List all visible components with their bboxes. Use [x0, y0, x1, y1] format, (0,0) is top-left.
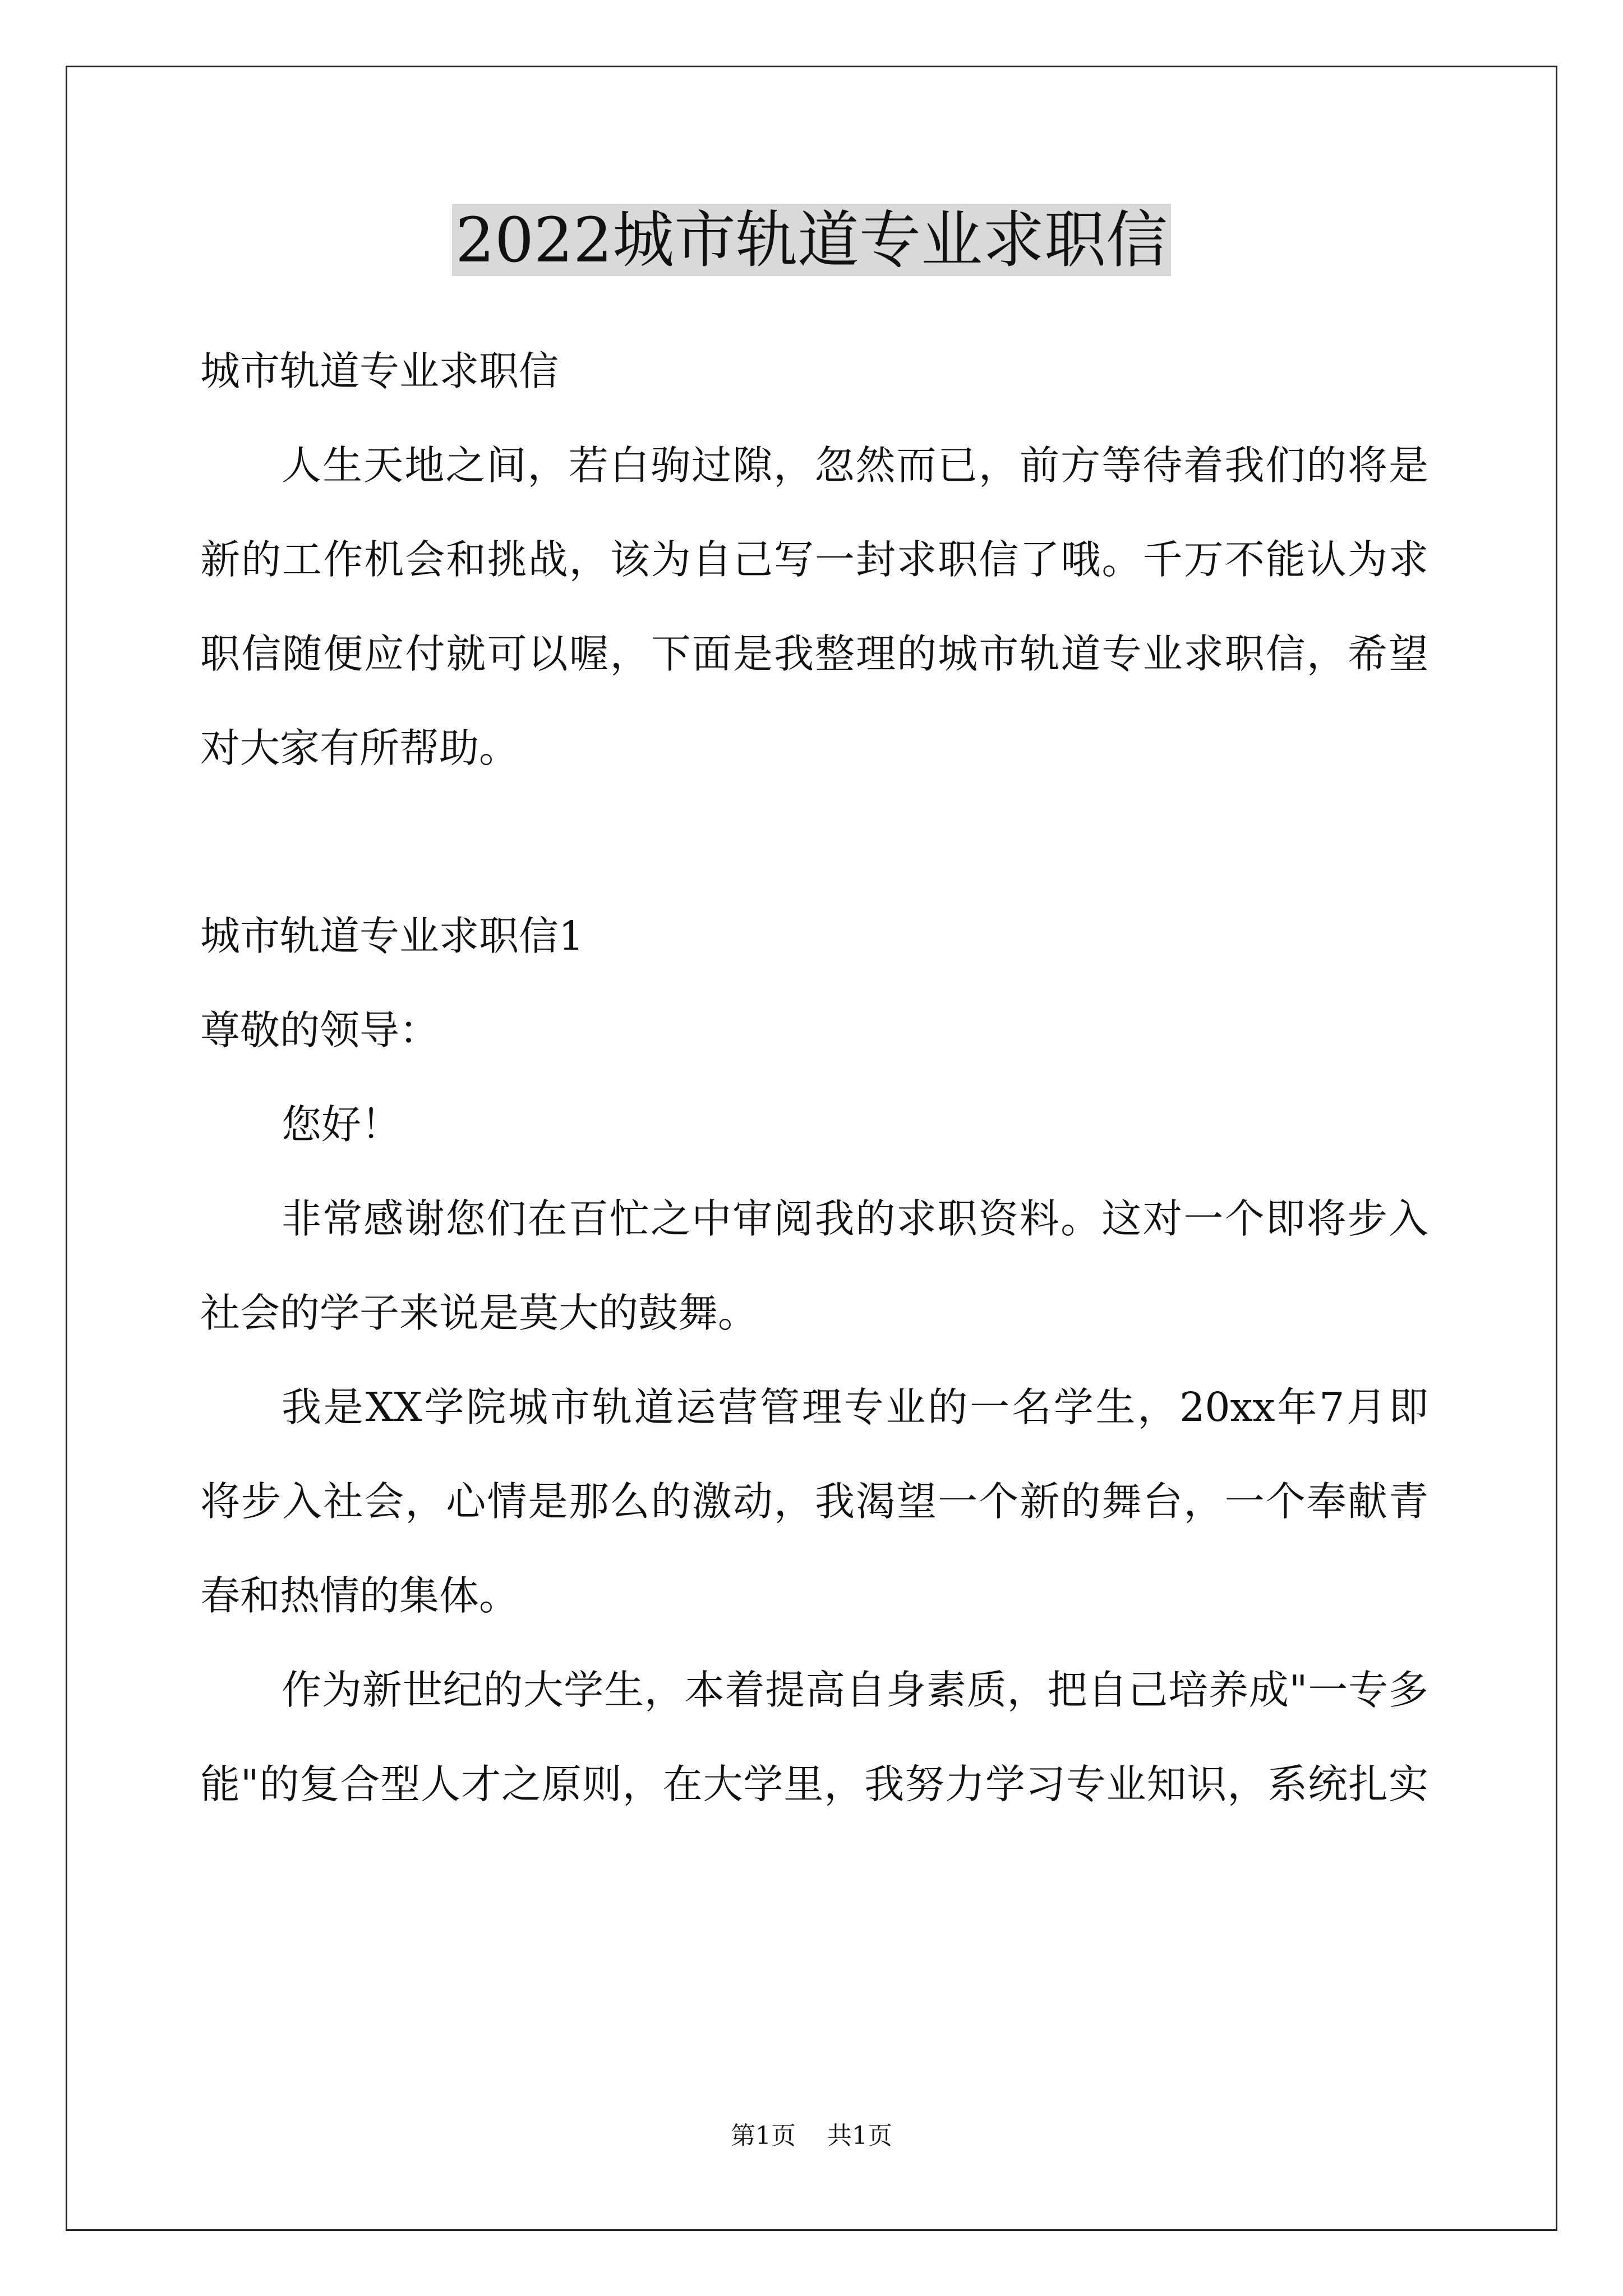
paragraph-line: 将步入社会，心情是那么的激动，我渴望一个新的舞台，一个奉献青 — [200, 1478, 1428, 1525]
page-total: 共1页 — [827, 2122, 892, 2150]
paragraph-line: 作为新世纪的大学生，本着提高自身素质，把自己培养成"一专多 — [282, 1667, 1428, 1713]
greeting: 您好！ — [282, 1101, 402, 1148]
paragraph-line: 非常感谢您们在百忙之中审阅我的求职资料。这对一个即将步入 — [282, 1195, 1428, 1242]
paragraph-line: 社会的学子来说是莫大的鼓舞。 — [200, 1290, 758, 1336]
section-heading: 城市轨道专业求职信 — [200, 348, 559, 394]
paragraph-line: 能"的复合型人才之原则，在大学里，我努力学习专业知识，系统扎实 — [200, 1761, 1428, 1807]
page-footer — [0, 2119, 1623, 2153]
paragraph-line: 春和热情的集体。 — [200, 1572, 519, 1619]
paragraph-line: 对大家有所帮助。 — [200, 725, 519, 771]
section-heading: 城市轨道专业求职信1 — [200, 913, 584, 959]
paragraph-line: 职信随便应付就可以喔，下面是我整理的城市轨道专业求职信，希望 — [200, 631, 1428, 677]
document-title: 2022城市轨道专业求职信 — [0, 201, 1623, 279]
paragraph-line: 我是XX学院城市轨道运营管理专业的一名学生，20xx年7月即 — [282, 1384, 1428, 1430]
salutation: 尊敬的领导： — [200, 1007, 440, 1053]
paragraph-line: 人生天地之间，若白驹过隙，忽然而已，前方等待着我们的将是 — [282, 442, 1428, 489]
paragraph-line: 新的工作机会和挑战，该为自己写一封求职信了哦。千万不能认为求 — [200, 536, 1428, 583]
page-number: 第1页 — [731, 2122, 796, 2150]
